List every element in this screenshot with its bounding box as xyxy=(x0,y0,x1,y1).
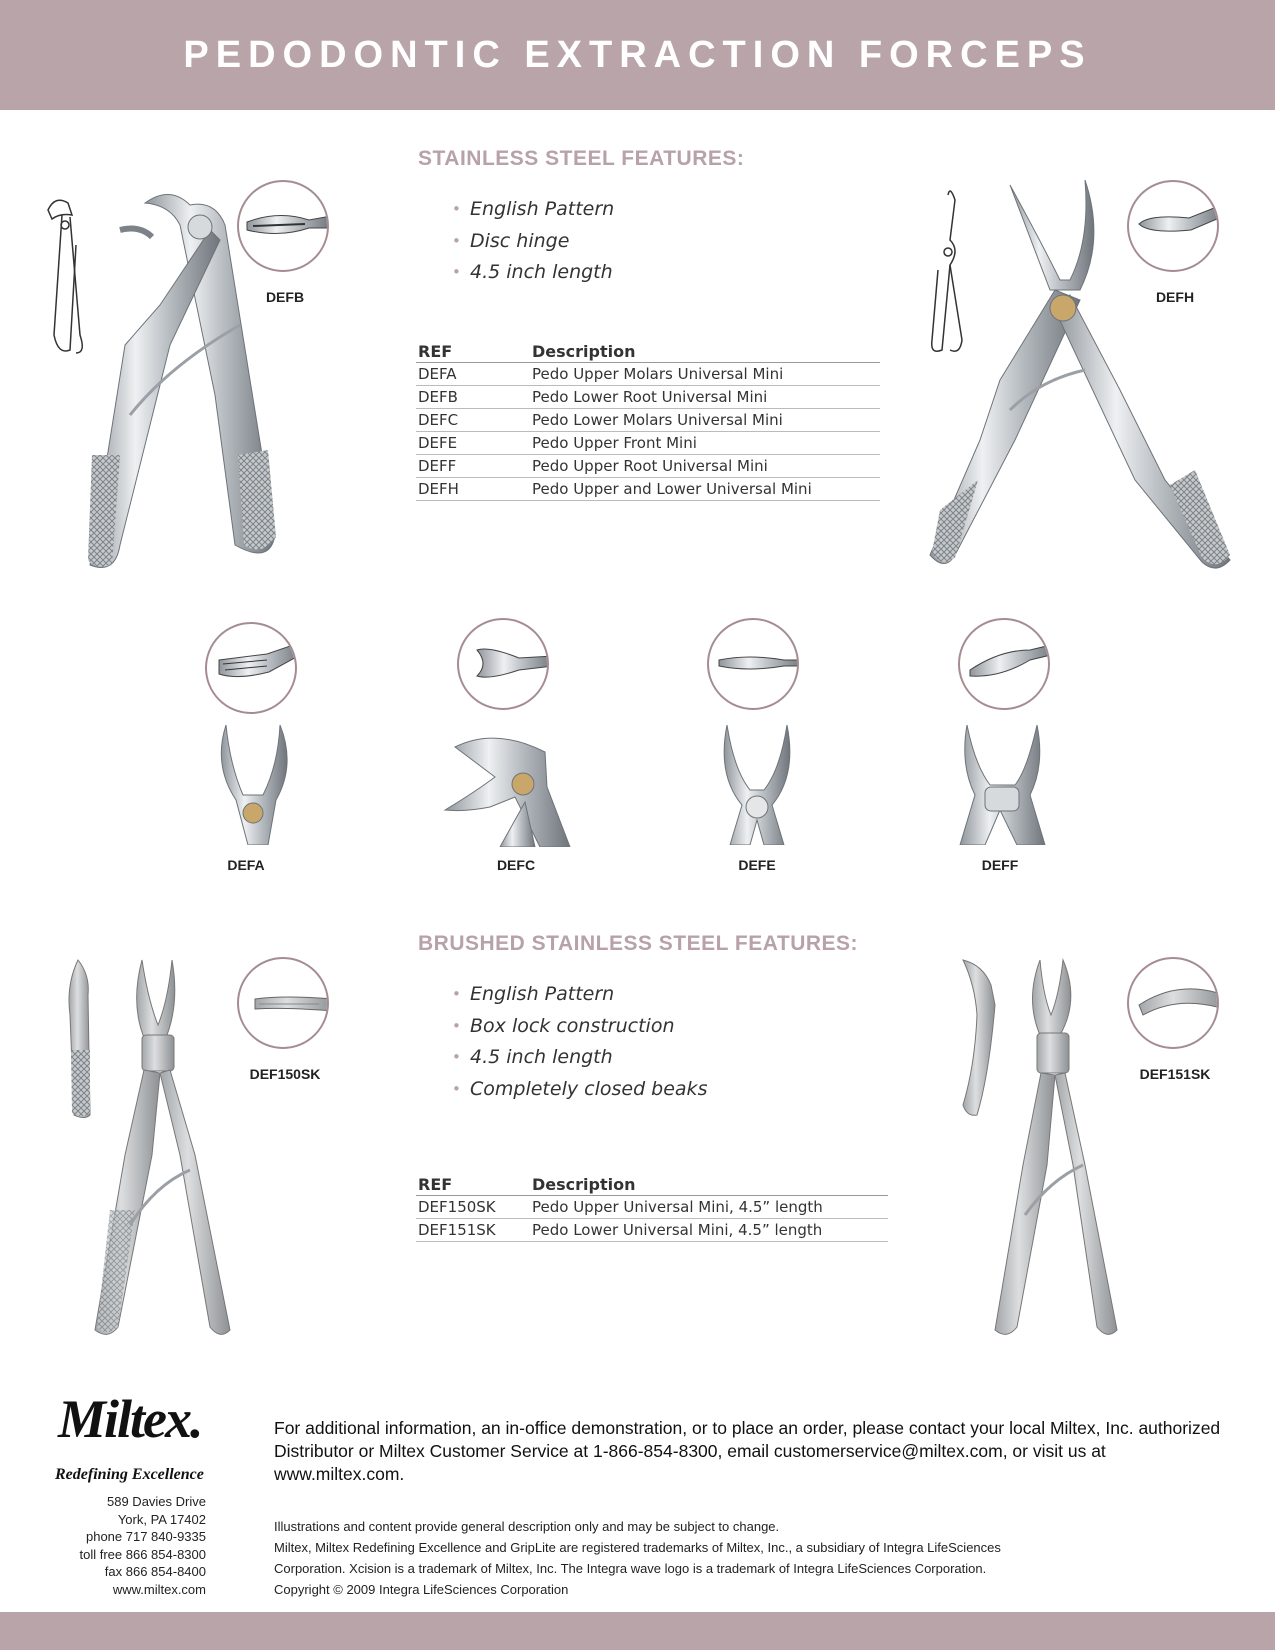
legal-line: Miltex, Miltex Redefining Excellence and GripLite are registered trademarks of Miltex, Inc., a subsidiary of Integra LifeSciences xyxy=(274,1540,1001,1555)
ref-cell: DEFB xyxy=(416,386,530,409)
ref-cell: DEFC xyxy=(416,409,530,432)
address-street: 589 Davies Drive xyxy=(107,1494,206,1509)
description-cell: Pedo Upper Molars Universal Mini xyxy=(530,363,880,386)
table-row xyxy=(416,478,880,501)
ref-cell: DEFE xyxy=(416,432,530,455)
defc-beak-detail xyxy=(457,618,549,710)
table-row xyxy=(416,363,880,386)
table-header-row xyxy=(416,340,880,363)
defb-line-sketch xyxy=(48,200,82,353)
page-title: PEDODONTIC EXTRACTION FORCEPS xyxy=(183,33,1092,76)
table-row xyxy=(416,386,880,409)
feature-item: • 4.5 inch length xyxy=(470,1042,707,1074)
ref-cell: DEFA xyxy=(416,363,530,386)
table-header-row xyxy=(416,1173,888,1196)
brushed-ref-table xyxy=(416,1173,888,1242)
deff-label: DEFF xyxy=(981,857,1019,873)
description-cell: Pedo Lower Molars Universal Mini xyxy=(530,409,880,432)
table-row xyxy=(416,1196,888,1219)
footer-bar xyxy=(0,1612,1275,1650)
defh-label: DEFH xyxy=(1155,289,1195,305)
address-phone: phone 717 840-9335 xyxy=(85,1529,206,1544)
address-tollfree: toll free 866 854-8300 xyxy=(79,1546,206,1562)
col-ref-header: REF xyxy=(416,1173,530,1196)
description-cell: Pedo Lower Universal Mini, 4.5” length xyxy=(530,1219,888,1242)
feature-item: • English Pattern xyxy=(470,979,707,1011)
address-fax: fax 866 854-8400 xyxy=(104,1564,206,1579)
ref-cell: DEF151SK xyxy=(416,1219,530,1242)
contact-paragraph: For additional information, an in-office demonstration, or to place an order, please contact your local Miltex, Inc. authorized Distributor or Miltex Customer Service at 1-866-854-8300, email customerservice@miltex.com, or visit us at www.miltex.com. xyxy=(274,1418,1221,1484)
defb-label: DEFB xyxy=(265,289,305,305)
stainless-ref-table xyxy=(416,340,880,501)
def150sk-side-profile xyxy=(69,960,90,1118)
def151sk-forceps-image xyxy=(955,955,1135,1340)
defa-forceps-image xyxy=(208,725,298,845)
def151sk-side-profile xyxy=(963,960,995,1115)
deff-forceps-image xyxy=(955,725,1050,845)
feature-item: • Completely closed beaks xyxy=(470,1074,707,1106)
legal-line: Corporation. Xcision is a trademark of Miltex, Inc. The Integra wave logo is a trademark of Integra LifeSciences Corporation. xyxy=(274,1561,987,1576)
stainless-feature-list xyxy=(470,194,614,289)
description-cell: Pedo Lower Root Universal Mini xyxy=(530,386,880,409)
defe-forceps-image xyxy=(712,725,802,845)
ref-cell: DEF150SK xyxy=(416,1196,530,1219)
defa-beak-detail xyxy=(205,622,297,714)
def150sk-beak-detail xyxy=(237,957,329,1049)
feature-item: • Disc hinge xyxy=(470,226,614,258)
def151sk-beak-detail xyxy=(1127,957,1219,1049)
defe-beak-detail xyxy=(707,618,799,710)
col-description-header: Description xyxy=(530,1173,888,1196)
defe-label: DEFE xyxy=(738,857,776,873)
stainless-section-title: STAINLESS STEEL FEATURES: xyxy=(418,147,745,170)
col-ref-header: REF xyxy=(416,340,530,363)
company-address xyxy=(80,1493,206,1598)
defh-beak-detail xyxy=(1127,180,1219,272)
table-row xyxy=(416,1219,888,1242)
table-row xyxy=(416,409,880,432)
defc-forceps-image xyxy=(435,732,575,847)
defc-label: DEFC xyxy=(496,857,536,873)
col-description-header: Description xyxy=(530,340,880,363)
def150sk-label: DEF150SK xyxy=(249,1066,321,1082)
description-cell: Pedo Upper Root Universal Mini xyxy=(530,455,880,478)
address-city: York, PA 17402 xyxy=(117,1511,206,1527)
feature-item: • Box lock construction xyxy=(470,1011,707,1043)
ref-cell: DEFF xyxy=(416,455,530,478)
legal-notice xyxy=(274,1516,1174,1600)
table-row xyxy=(416,432,880,455)
def150sk-forceps-image xyxy=(60,955,260,1340)
legal-line: Copyright © 2009 Integra LifeSciences Corporation xyxy=(274,1582,569,1597)
header-banner xyxy=(0,0,1275,110)
brushed-section-title: BRUSHED STAINLESS STEEL FEATURES: xyxy=(418,932,859,955)
def151sk-label: DEF151SK xyxy=(1139,1066,1211,1082)
description-cell: Pedo Upper and Lower Universal Mini xyxy=(530,478,880,501)
defh-line-sketch xyxy=(932,191,962,351)
deff-beak-detail xyxy=(958,618,1050,710)
description-cell: Pedo Upper Universal Mini, 4.5” length xyxy=(530,1196,888,1219)
miltex-logo: Miltex. xyxy=(58,1389,202,1449)
defb-beak-detail xyxy=(237,180,329,272)
feature-item: • 4.5 inch length xyxy=(470,257,614,289)
legal-line: Illustrations and content provide general description only and may be subject to change. xyxy=(274,1519,780,1534)
description-cell: Pedo Upper Front Mini xyxy=(530,432,880,455)
miltex-tagline: Redefining Excellence xyxy=(55,1466,204,1483)
address-website: www.miltex.com xyxy=(112,1581,206,1597)
brushed-feature-list xyxy=(470,979,707,1105)
ref-cell: DEFH xyxy=(416,478,530,501)
feature-item: • English Pattern xyxy=(470,194,614,226)
defa-label: DEFA xyxy=(227,857,265,873)
table-row xyxy=(416,455,880,478)
